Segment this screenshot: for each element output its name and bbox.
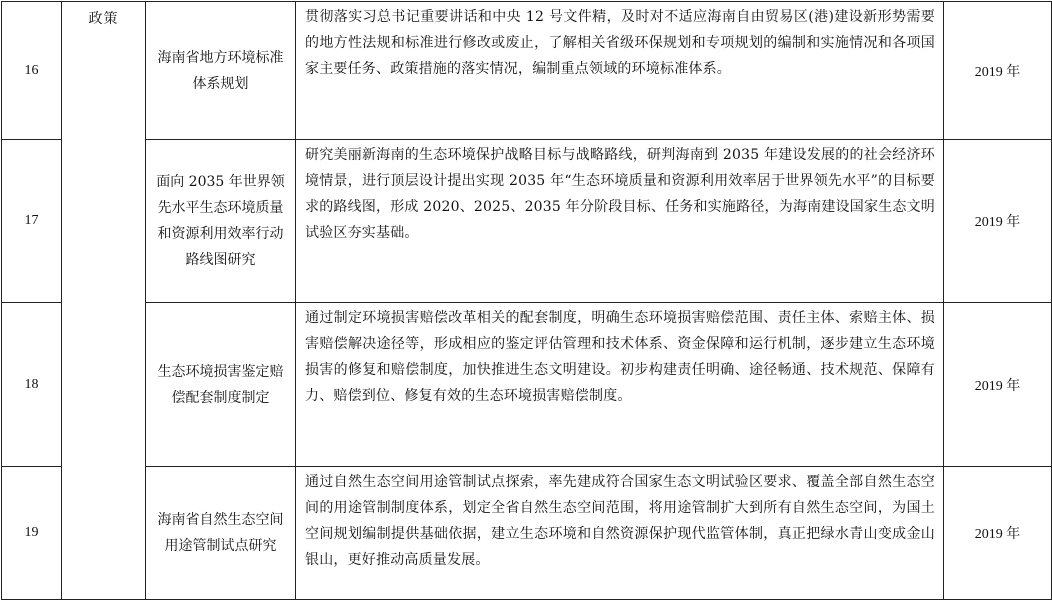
project-description: 贯彻落实习总书记重要讲话和中央 12 号文件精，及时对不适应海南自由贸易区(港)建设新形势需要的地方性法规和标准进行修改或废止，了解相关省级环保规划和专项规划的编制和实施情况和各项国家主要任务、政策措施的落实情况，编制重点领域的环境标准体系。 — [296, 2, 944, 140]
project-year: 2019 年 — [944, 303, 1052, 467]
table-row — [2, 140, 1052, 303]
project-description: 通过制定环境损害赔偿改革相关的配套制度，明确生态环境损害赔偿范围、责任主体、索赔主体、损害赔偿解决途径等，形成相应的鉴定评估管理和技术体系、资金保障和运行机制，逐步建立生态环境损害的修复和赔偿制度，加快推进生态文明建设。初步构建责任明确、途径畅通、技术规范、保障有力、赔偿到位、修复有效的生态环境损害赔偿制度。 — [296, 303, 944, 467]
table-row — [2, 2, 1052, 140]
project-name: 生态环境损害鉴定赔偿配套制度制定 — [146, 303, 296, 467]
project-year: 2019 年 — [944, 140, 1052, 303]
project-year: 2019 年 — [944, 467, 1052, 600]
row-number: 19 — [2, 467, 62, 600]
policy-table — [1, 1, 1052, 600]
project-year: 2019 年 — [944, 2, 1052, 140]
project-name: 海南省自然生态空间用途管制试点研究 — [146, 467, 296, 600]
project-description: 研究美丽新海南的生态环境保护战略目标与战略路线，研判海南到 2035 年建设发展的的社会经济环境情景，进行顶层设计提出实现 2035 年“生态环境质量和资源利用效率居于世界领先水平”的目标要求的路线图，形成 2020、2025、2035 年分阶段目标、任务和实施路径，为海南建设国家生态文明试验区夯实基础。 — [296, 140, 944, 303]
category-cell: 政策 — [62, 2, 146, 600]
row-number: 16 — [2, 2, 62, 140]
row-number: 18 — [2, 303, 62, 467]
table-row — [2, 467, 1052, 600]
project-name: 海南省地方环境标准体系规划 — [146, 2, 296, 140]
row-number: 17 — [2, 140, 62, 303]
table-row — [2, 303, 1052, 467]
project-name: 面向 2035 年世界领先水平生态环境质量和资源利用效率行动路线图研究 — [146, 140, 296, 303]
project-description: 通过自然生态空间用途管制试点探索，率先建成符合国家生态文明试验区要求、覆盖全部自然生态空间的用途管制制度体系，划定全省自然生态空间范围，将用途管制扩大到所有自然生态空间，为国土空间规划编制提供基础依据，建立生态环境和自然资源保护现代监管体制，真正把绿水青山变成金山银山，更好推动高质量发展。 — [296, 467, 944, 600]
